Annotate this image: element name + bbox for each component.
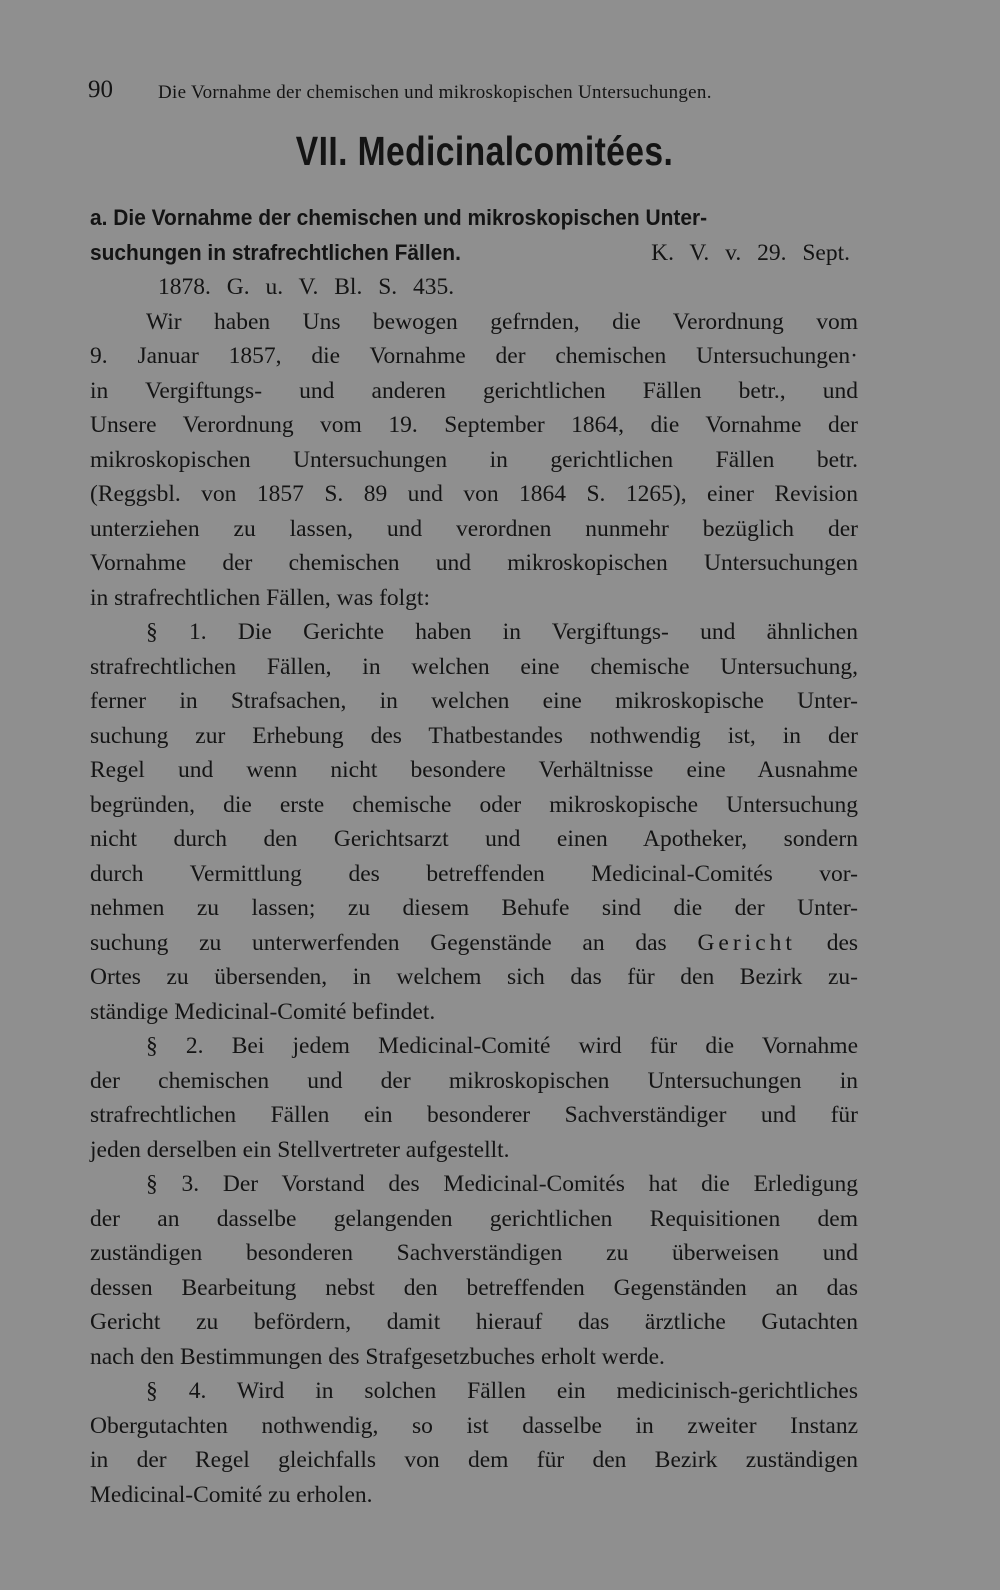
paragraph-section-2 (90, 1029, 858, 1167)
paragraph-line: § 1. Die Gerichte haben in Vergiftungs- und ähnlichen (146, 619, 858, 645)
paragraph-line: Ortes zu übersenden, in welchem sich das für den Bezirk zu- (90, 964, 858, 990)
paragraph-line: begründen, die erste chemische oder mikroskopische Untersuchung (90, 791, 858, 818)
section-heading-text-1: a. Die Vornahme der chemischen und mikroskopischen Unter- (90, 205, 708, 230)
paragraph-line: nach den Bestimmungen des Strafgesetzbuches erholt werde. (90, 1343, 665, 1370)
paragraph-line: suchung zur Erhebung des Thatbestandes nothwendig ist, in der (90, 722, 858, 749)
paragraph-line: dessen Bearbeitung nebst den betreffenden Gegenständen an das (90, 1274, 858, 1301)
paragraph-line-text: suchung zu unterwerfenden Gegenstände an das (90, 929, 667, 956)
paragraph-line: nicht durch den Gerichtsarzt und einen Apotheker, sondern (90, 826, 858, 852)
paragraph-line-with-spaced-word (90, 926, 858, 961)
paragraph-line: nehmen zu lassen; zu diesem Behufe sind die der Unter- (90, 895, 858, 921)
paragraph-line: § 2. Bei jedem Medicinal-Comité wird für die Vornahme (146, 1033, 858, 1059)
paragraph-line: mikroskopischen Untersuchungen in gerichtlichen Fällen betr. (90, 446, 858, 473)
paragraph-line: der chemischen und der mikroskopischen Untersuchungen in (90, 1067, 858, 1094)
paragraph-line: Gericht zu befördern, damit hierauf das ärztliche Gutachten (90, 1309, 858, 1335)
paragraph-line: § 3. Der Vorstand des Medicinal-Comités hat die Erledigung (146, 1171, 858, 1197)
body-text (90, 201, 858, 1512)
running-head-title: Die Vornahme der chemischen und mikroskopischen Untersuchungen. (158, 82, 712, 103)
page-number: 90 (88, 76, 113, 103)
paragraph-line: ständige Medicinal-Comité befindet. (90, 998, 436, 1025)
section-heading-line-2 (90, 236, 858, 271)
paragraph-line: unterziehen zu lassen, und verordnen nunmehr bezüglich der (90, 515, 858, 542)
paragraph-section-1 (90, 615, 858, 1029)
section-heading-line-3: 1878. G. u. V. Bl. S. 435. (158, 274, 455, 300)
paragraph-line: der an dasselbe gelangenden gerichtlichen Requisitionen dem (90, 1205, 858, 1232)
paragraph-line: in strafrechtlichen Fällen, was folgt: (90, 584, 430, 611)
paragraph-line: Obergutachten nothwendig, so ist dasselbe in zweiter Instanz (90, 1412, 858, 1439)
section-heading-reference: K. V. v. 29. Sept. (651, 239, 850, 266)
paragraph-line: § 4. Wird in solchen Fällen ein medicinisch-gerichtliches (146, 1378, 858, 1404)
after-spaced-word: des (826, 929, 859, 956)
paragraph-line: in der Regel gleichfalls von dem für den Bezirk zuständigen (90, 1447, 858, 1473)
paragraph-line: zuständigen besonderen Sachverständigen zu überweisen und (90, 1240, 858, 1266)
paragraph-line: 9. Januar 1857, die Vornahme der chemischen Untersuchungen· (90, 343, 858, 369)
paragraph-line: strafrechtlichen Fällen, in welchen eine chemische Untersuchung, (90, 653, 858, 680)
paragraph-line: Regel und wenn nicht besondere Verhältnisse eine Ausnahme (90, 757, 858, 783)
paragraph-intro (90, 305, 858, 616)
paragraph-line: strafrechtlichen Fällen ein besonderer Sachverständiger und für (90, 1102, 858, 1128)
paragraph-line: Wir haben Uns bewogen gefrnden, die Verordnung vom (146, 308, 858, 335)
paragraph-line: ferner in Strafsachen, in welchen eine mikroskopische Unter- (90, 688, 858, 714)
running-head (88, 76, 848, 110)
paragraph-line: (Reggsbl. von 1857 S. 89 und von 1864 S. 1265), einer Revision (90, 481, 858, 507)
paragraph-section-4 (90, 1374, 858, 1512)
paragraph-line: Vornahme der chemischen und mikroskopischen Untersuchungen (90, 550, 858, 576)
paragraph-section-3 (90, 1167, 858, 1374)
section-heading-line-1 (90, 201, 858, 236)
section-heading-text-2: suchungen in strafrechtlichen Fällen. (90, 239, 461, 265)
paragraph-line: in Vergiftungs- und anderen gerichtlichen Fällen betr., und (90, 377, 858, 404)
paragraph-line: Unsere Verordnung vom 19. September 1864, die Vornahme der (90, 412, 858, 438)
chapter-title: VII. Medicinalcomitées. (295, 128, 674, 174)
paragraph-line: durch Vermittlung des betreffenden Medicinal-Comités vor- (90, 860, 858, 887)
spaced-word: Gericht (697, 929, 796, 956)
paragraph-line: Medicinal-Comité zu erholen. (90, 1481, 373, 1508)
paragraph-line: jeden derselben ein Stellvertreter aufgestellt. (90, 1136, 510, 1163)
